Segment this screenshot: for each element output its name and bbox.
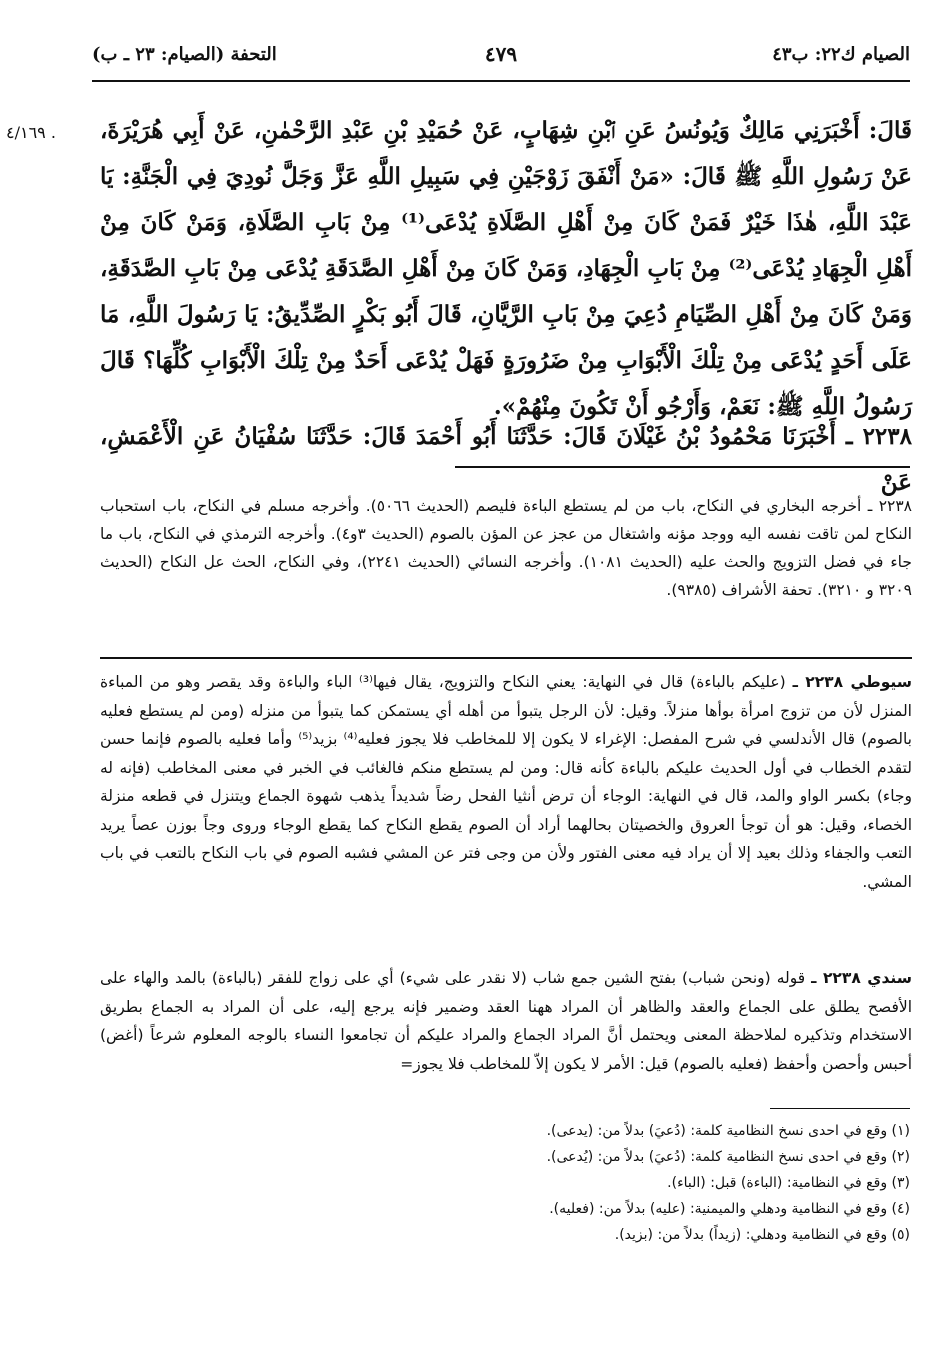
footnote-divider — [770, 1108, 910, 1109]
sindi-commentary — [100, 964, 912, 1078]
margin-reference: ٤/١٦٩ . — [6, 123, 56, 142]
suyuti-heading: سيوطي ٢٢٣٨ ـ — [792, 673, 913, 691]
footnote: (٤) وقع في النظامية ودهلي والميمنية: (عليه) بدلاً من: (فعليه). — [549, 1201, 910, 1217]
suyuti-commentary — [100, 668, 912, 896]
footnote: (١) وقع في احدى نسخ النظامية كلمة: (دُعيَ) بدلاً من: (يدعى). — [546, 1123, 910, 1139]
running-header — [92, 44, 910, 74]
header-tuhfa-ref: التحفة (الصيام: ٢٣ ـ ب) — [92, 44, 277, 65]
header-chapter-ref: الصيام ك٢٢: ب٤٣ — [772, 44, 910, 65]
footnote: (٥) وقع في النظامية ودهلي: (زيداً) بدلاً من: (بزيد). — [614, 1227, 910, 1243]
hadith-text — [100, 108, 912, 430]
footnote: (٢) وقع في احدى نسخ النظامية كلمة: (دُعيَ) بدلاً من: (يُدعى). — [546, 1149, 910, 1165]
sindi-heading: سندي ٢٢٣٨ ـ — [811, 969, 912, 987]
footnote: (٣) وقع في النظامية: (الباءة) قبل: (الباء). — [667, 1175, 910, 1191]
page-number: ٤٧٩ — [484, 42, 518, 66]
next-hadith-start: ٢٢٣٨ ـ أَخْبَرَنَا مَحْمُودُ بْنُ غَيْلَانَ قَالَ: حَدَّثَنَا أَبُو أَحْمَدَ قَالَ: حَدَّثَنَا سُفْيَانُ عَنِ الْأَعْمَشِ، عَنْ — [100, 423, 912, 496]
footnotes — [300, 1118, 910, 1248]
takhrij-divider — [100, 657, 912, 659]
main-text-divider — [455, 466, 910, 468]
hadith-body: قَالَ: أَخْبَرَنِي مَالِكٌ وَيُونُسُ عَنِ ٱبْنِ شِهَابٍ، عَنْ حُمَيْدِ بْنِ عَبْدِ الرَّحْمٰنِ، عَنْ أَبِي هُرَيْرَةَ، عَنْ رَسُولِ اللَّهِ ﷺ قَالَ: «مَنْ أَنْفَقَ زَوْجَيْنِ فِي سَبِيلِ اللَّهِ عَزَّ وَجَلَّ نُودِيَ فِي الْجَنَّةِ: يَا عَبْدَ اللَّهِ، هٰذَا خَيْرٌ فَمَنْ كَانَ مِنْ أَهْلِ الصَّلَاةِ يُدْعَى⁽¹⁾ مِنْ بَابِ الصَّلَاةِ، وَمَنْ كَانَ مِنْ أَهْلِ الْجِهَادِ يُدْعَى⁽²⁾ مِنْ بَابِ الْجِهَادِ، وَمَنْ كَانَ مِنْ أَهْلِ الصَّدَقَةِ يُدْعَى مِنْ بَابِ الصَّدَقَةِ، وَمَنْ كَانَ مِنْ أَهْلِ الصِّيَامِ دُعِيَ مِنْ بَابِ الرَّيَّانِ، قَالَ أَبُو بَكْرٍ الصِّدِّيقُ: يَا رَسُولَ اللَّهِ، مَا عَلَى أَحَدٍ يُدْعَى مِنْ تِلْكَ الْأَبْوَابِ مِنْ ضَرُورَةٍ فَهَلْ يُدْعَى أَحَدٌ مِنْ تِلْكَ الْأَبْوَابِ كُلِّهَا؟ قَالَ رَسُولُ اللَّهِ ﷺ: نَعَمْ، وَأَرْجُو أَنْ تَكُونَ مِنْهُمْ». — [100, 117, 912, 420]
sindi-text: قوله (ونحن شباب) بفتح الشين جمع شاب (لا نقدر على شيء) أي على زواج للفقر (بالباءة) بالمد والهاء على الأفصح يطلق على الجماع والعقد والظاهر أن المراد ههنا العقد وضمير فإنه يرجع إليه، على أن المراد به الجماع بطريق الاستخدام وتذكيره لملاحظة المعنى ويحتمل أنَّ المراد الجماع والمراد عليكم أن تجامعوا النساء بالوجه المعلوم شرعاً (أغض) أحبس وأحصن وأحفظ (فعليه بالصوم) قيل: الأمر لا يكون إلاّ للمخاطب فلا يجوز= — [100, 969, 912, 1073]
header-divider — [92, 80, 910, 82]
suyuti-text: (عليكم بالباءة) قال في النهاية: يعني النكاح والتزويج، يقال فيها⁽³⁾ الباء والباءة وقد يقصر وهو من المباءة المنزل لأن من تزوج امرأة بوأها منزلاً. وقيل: لأن الرجل يتبوأ من أهله أي يستمكن كما يتبوأ من منزله (ومن لم يستطع فعليه بالصوم) قال الأندلسي في شرح المفصل: الإغراء لا يكون إلا للمخاطب فلا يجوز فعليه⁽⁴⁾ بزيد⁽⁵⁾ وأما فعليه بالصوم فإنما حسن لتقدم الخطاب في أول الحديث عليكم بالباءة كأنه قال: ومن لم يستطع منكم فالغائب في الخبر في معنى المخاطب (فإنه له وجاء) بكسر الواو والمد، قال في النهاية: الوجاء أن ترض أنثيا الفحل رضاً شديداً يذهب شهوة الجماع ويتنزل في قطعه منزلة الخصاء، وقيل: هو أن توجأ العروق والخصيتان بحالهما أراد أن الصوم يقطع النكاح كما يقطع الوجاء وروى وجاً بوزن عصاً يريد التعب والجفاء وذلك بعيد إلا أن يراد فيه معنى الفتور ولأن من وجى فتر عن المشي فشبه الصوم في باب النكاح بالتعب في باب المشي. — [100, 673, 912, 891]
takhrij-section: ٢٢٣٨ ـ أخرجه البخاري في النكاح، باب من لم يستطع الباءة فليصم (الحديث ٥٠٦٦). وأخرجه مسلم في النكاح، باب استحباب النكاح لمن تاقت نفسه اليه ووجد مؤنه واشتغال من عجز عن المؤن بالصوم (الحديث ٣و٤). وأخرجه الترمذي في النكاح، باب ما جاء في فضل التزويج والحث عليه (الحديث ١٠٨١). وأخرجه النسائي (الحديث ٢٢٤١)، وفي النكاح، الحث عل النكاح (الحديث ٣٢٠٩ و ٣٢١٠). تحفة الأشراف (٩٣٨٥). — [100, 497, 912, 599]
